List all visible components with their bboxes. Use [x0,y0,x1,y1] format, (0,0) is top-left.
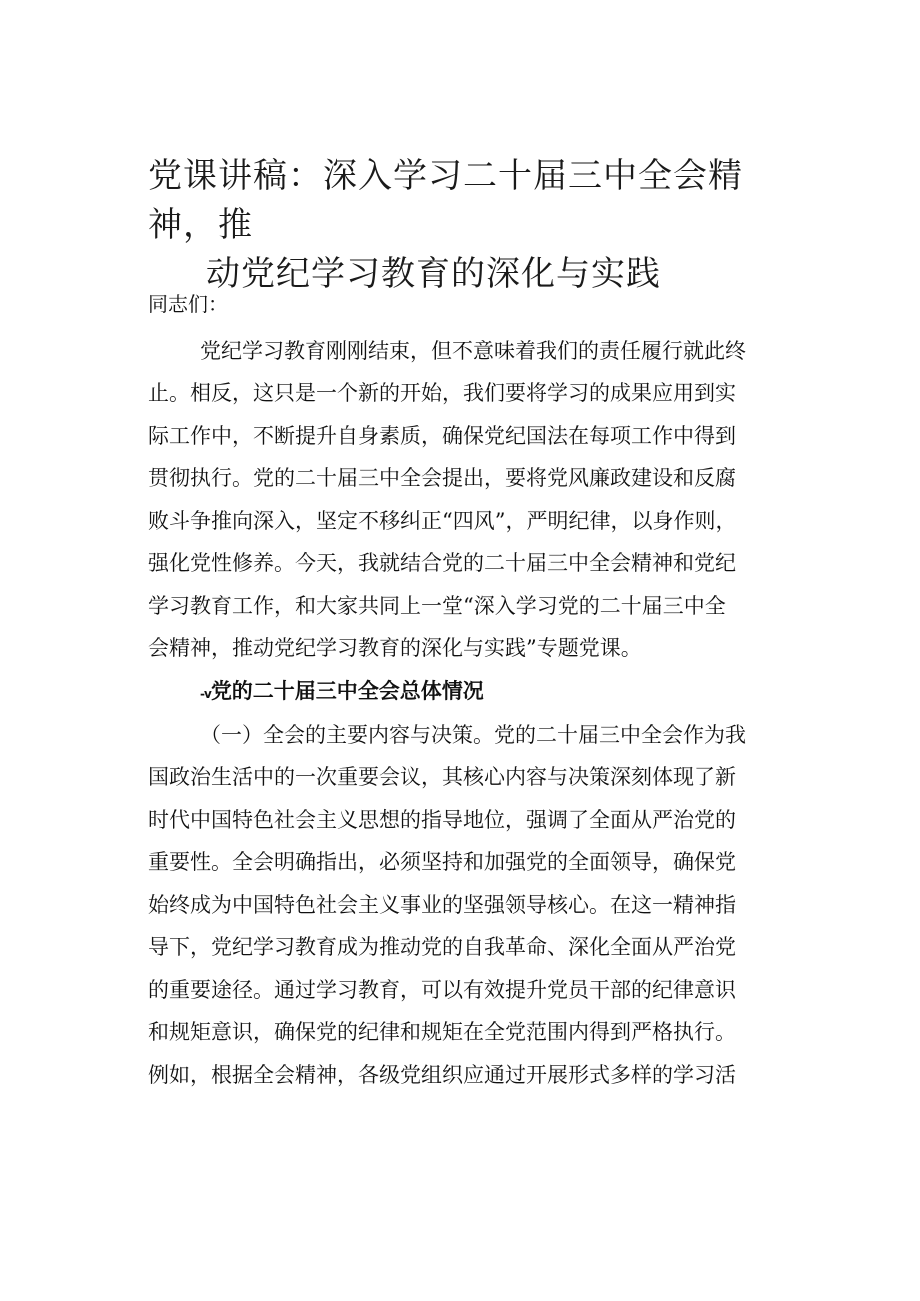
paragraph-line: 时代中国特色社会主义思想的指导地位，强调了全面从严治党的 [148,808,736,832]
title-line-2: 动党纪学习教育的深化与实践 [206,254,661,294]
paragraph-line: 导下，党纪学习教育成为推动党的自我革命、深化全面从严治党 [148,935,736,959]
document-title [148,152,808,299]
section-heading-marker: -v [200,687,211,701]
paragraph-line: 会精神，推动党纪学习教育的深化与实践”专题党课。 [148,636,642,660]
paragraph-line: 学习教育工作，和大家共同上一堂“深入学习党的二十届三中全 [148,594,726,618]
paragraph-line: 和规矩意识，确保党的纪律和规矩在全党范围内得到严格执行。 [148,1020,736,1044]
paragraph-line: 党纪学习教育刚刚结束，但不意味着我们的责任履行就此终 [200,339,746,363]
paragraph-line: 强化党性修养。今天，我就结合党的二十届三中全会精神和党纪 [148,551,736,575]
paragraph-line: 贯彻执行。党的二十届三中全会提出，要将党风廉政建设和反腐 [148,466,736,490]
paragraph-line: 国政治生活中的一次重要会议，其核心内容与决策深刻体现了新 [148,765,736,789]
paragraph-line: 始终成为中国特色社会主义事业的坚强领导核心。在这一精神指 [148,893,736,917]
title-line-1: 党课讲稿：深入学习二十届三中全会精神，推 [148,156,743,245]
section-heading [200,676,484,709]
paragraph-line: 例如，根据全会精神，各级党组织应通过开展形式多样的学习活 [148,1063,736,1087]
salutation: 同志们： [148,292,228,316]
paragraph-line: 止。相反，这只是一个新的开始，我们要将学习的成果应用到实 [148,381,736,405]
section-heading-text: 党的二十届三中全会总体情况 [210,679,484,703]
paragraph-line: 败斗争推向深入，坚定不移纠正“四风”，严明纪律，以身作则， [148,509,737,533]
paragraph-line: 的重要途径。通过学习教育，可以有效提升党员干部的纪律意识 [148,978,736,1002]
paragraph-line: （一）全会的主要内容与决策。党的二十届三中全会作为我 [200,723,746,747]
paragraph-line: 际工作中，不断提升自身素质，确保党纪国法在每项工作中得到 [148,424,736,448]
paragraph-line: 重要性。全会明确指出，必须坚持和加强党的全面领导，确保党 [148,850,736,874]
